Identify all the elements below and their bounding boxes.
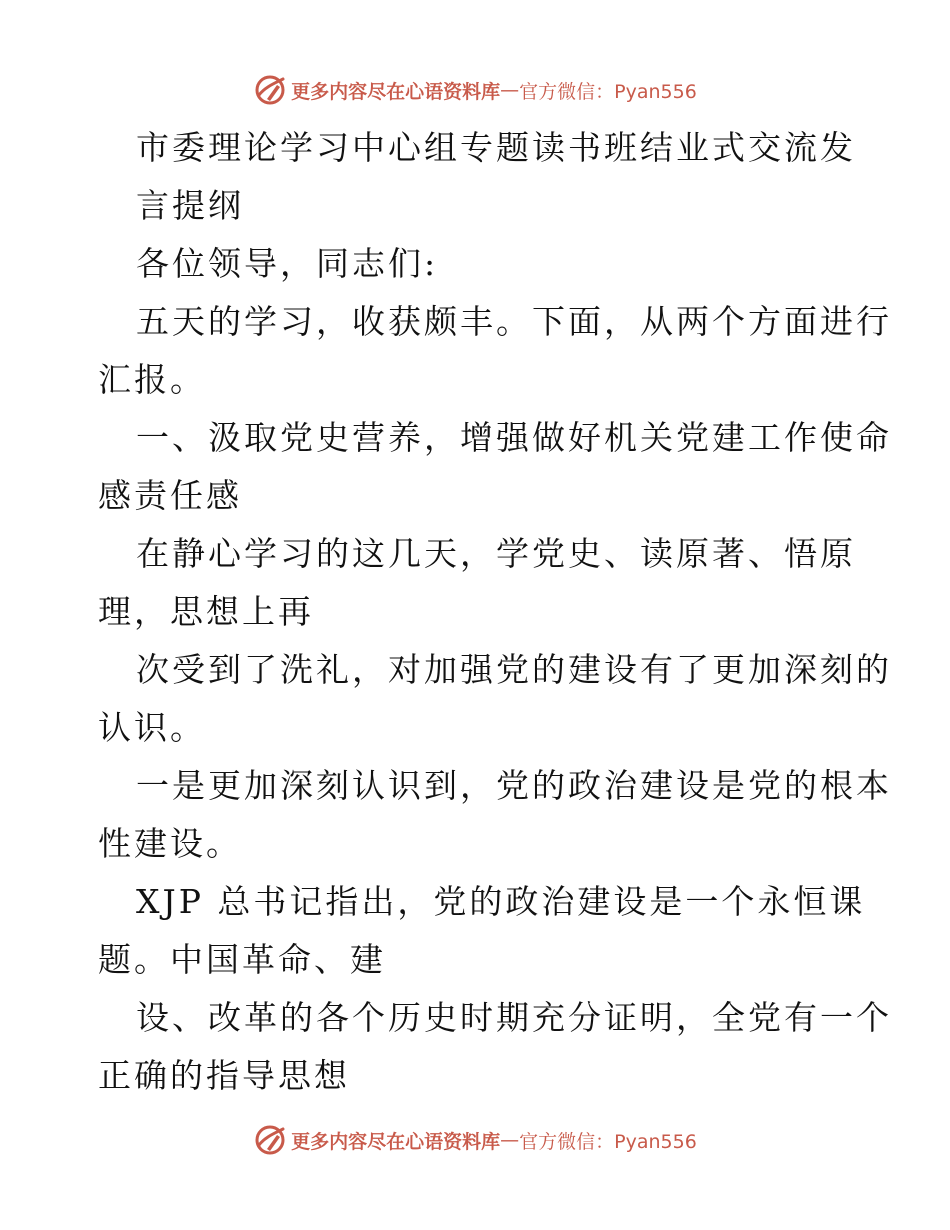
paragraph-line: 性建设。 [98,824,242,863]
pen-swirl-logo-icon [253,73,287,107]
paragraph-line: 五天的学习，收获颇丰。下面，从两个方面进行 [136,302,892,341]
pen-swirl-logo-icon [253,1123,287,1157]
paragraph-line: 理，思想上再 [98,592,314,631]
paragraph-line: 正确的指导思想 [98,1056,350,1095]
paragraph-line: 汇报。 [98,360,206,399]
document-title-line-2: 言提纲 [136,186,244,225]
salutation-line: 各位领导，同志们: [136,244,439,283]
paragraph-line: 次受到了洗礼，对加强党的建设有了更加深刻的 [136,650,892,689]
watermark-separator: — [500,79,520,101]
document-title-line-1: 市委理论学习中心组专题读书班结业式交流发 [136,128,856,167]
watermark-main-text: 更多内容尽在心语资料库 [291,80,501,103]
watermark-contact-text: 官方微信：Pyan556 [519,1130,697,1153]
footer-watermark [0,1120,950,1160]
watermark-contact-text: 官方微信：Pyan556 [519,80,697,103]
paragraph-line: 设、改革的各个历史时期充分证明，全党有一个 [136,998,892,1037]
paragraph-line: 认识。 [98,708,206,747]
paragraph-line: 一是更加深刻认识到，党的政治建设是党的根本 [136,766,892,805]
paragraph-line: XJP 总书记指出，党的政治建设是一个永恒课 [136,882,866,921]
section-heading-line: 一、汲取党史营养，增强做好机关党建工作使命 [136,418,892,457]
watermark-main-text: 更多内容尽在心语资料库 [291,1130,501,1153]
section-heading-line: 感责任感 [98,476,242,515]
paragraph-line: 在静心学习的这几天，学党史、读原著、悟原 [136,534,856,573]
watermark-separator: — [500,1129,520,1151]
header-watermark [0,70,950,110]
paragraph-line: 题。中国革命、建 [98,940,386,979]
